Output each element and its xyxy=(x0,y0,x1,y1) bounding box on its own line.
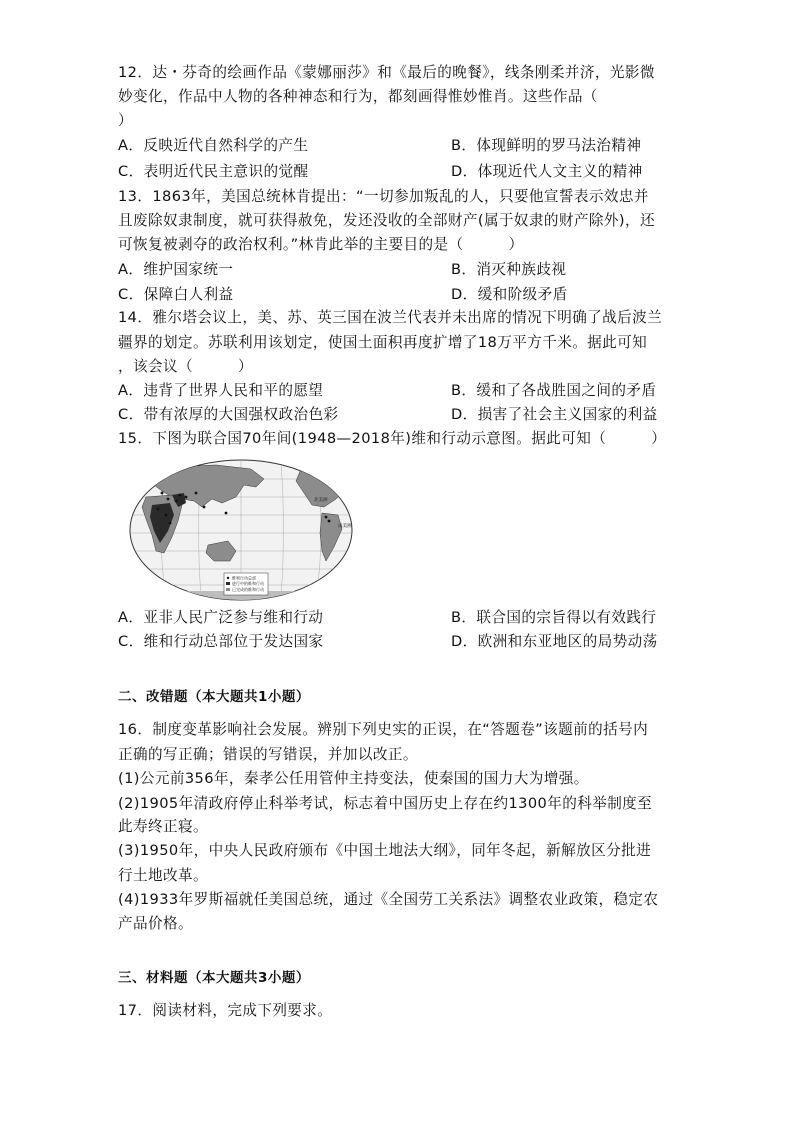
q17-stem-line1: 17．阅读材料，完成下列要求。 xyxy=(118,1002,333,1019)
q12-option-a: A．反映近代自然科学的产生 xyxy=(118,137,309,154)
q12-stem-line3: ） xyxy=(118,112,133,129)
q16-stem-line2: 正确的写正确；错误的写错误，并加以改正。 xyxy=(118,746,418,763)
q14-option-d: D．损害了社会主义国家的利益 xyxy=(451,406,658,423)
section-2-heading: 二、改错题（本大题共1小题） xyxy=(118,689,310,705)
q13-stem-line1: 13．1863年，美国总统林肯提出：“一切参加叛乱的人，只要他宣誓表示效忠并 xyxy=(118,188,649,205)
q14-option-b: B．缓和了各战胜国之间的矛盾 xyxy=(451,382,657,399)
q16-item-4-line1: (4)1933年罗斯福就任美国总统，通过《全国劳工关系法》调整农业政策，稳定农 xyxy=(118,891,659,908)
q15-stem-line1: 15．下图为联合国70年间(1948—2018年)维和行动示意图。据此可知（ ） xyxy=(118,430,667,447)
legend-completed-label: 已完成的维和行动 xyxy=(232,587,264,592)
q16-item-1: (1)公元前356年，秦孝公任用管仲主持变法，使秦国的国力大为增强。 xyxy=(118,770,589,787)
legend-ongoing-label: 进行中的维和行动 xyxy=(232,581,264,586)
q14-stem-line1: 14．雅尔塔会议上，美、苏、英三国在波兰代表并未出席的情况下明确了战后波兰 xyxy=(118,309,663,326)
q16-item-3-line1: (3)1950年，中央人民政府颁布《中国土地法大纲》，同年冬起，新解放区分批进 xyxy=(118,842,652,859)
q13-option-c: C．保障白人利益 xyxy=(118,286,234,303)
q14-option-c: C．带有浓厚的大国强权政治色彩 xyxy=(118,406,339,423)
map-label-south-america: 南美洲 xyxy=(338,524,352,529)
q12-stem-line2: 妙变化，作品中人物的各种神态和行为，都刻画得惟妙惟肖。这些作品（ xyxy=(118,88,598,105)
q13-option-b: B．消灭种族歧视 xyxy=(451,261,567,278)
q16-item-4-line2: 产品价格。 xyxy=(118,915,193,932)
q13-stem-line2: 且废除奴隶制度，就可获得赦免，发还没收的全部财产(属于奴隶的财产除外)，还 xyxy=(118,212,655,229)
q15-option-c: C．维和行动总部位于发达国家 xyxy=(118,633,324,650)
q12-stem-line1: 12．达・芬奇的绘画作品《蒙娜丽莎》和《最后的晚餐》，线条刚柔并济，光影微 xyxy=(118,64,655,81)
q13-stem-line3: 可恢复被剥夺的政治权利。”林肯此举的主要目的是（ ） xyxy=(118,236,524,253)
q16-item-3-line2: 行土地改革。 xyxy=(118,867,208,884)
q13-option-a: A．维护国家统一 xyxy=(118,261,234,278)
legend-hq-marker xyxy=(227,577,229,579)
q16-item-2-line1: (2)1905年清政府停止科举考试，标志着中国历史上存在约1300年的科举制度至 xyxy=(118,795,653,812)
peacekeeping-world-map xyxy=(126,457,356,603)
map-legend xyxy=(224,573,268,595)
legend-completed-swatch xyxy=(226,588,230,591)
legend-ongoing-swatch xyxy=(226,582,230,585)
q14-stem-line3: ，该会议（ ） xyxy=(118,358,253,375)
q16-item-2-line2: 此寿终正寝。 xyxy=(118,818,208,835)
q15-option-b: B．联合国的宗旨得以有效践行 xyxy=(451,609,657,626)
q16-stem-line1: 16．制度变革影响社会发展。辨别下列史实的正误，在“答题卷”该题前的括号内 xyxy=(118,721,649,738)
map-label-north-america: 北美洲 xyxy=(314,498,328,503)
q14-stem-line2: 疆界的划定。苏联利用该划定，使国土面积再度扩增了18万平方千米。据此可知 xyxy=(118,334,648,351)
q12-option-d: D．体现近代人文主义的精神 xyxy=(451,163,643,180)
q14-option-a: A．违背了世界人民和平的愿望 xyxy=(118,382,324,399)
q15-option-a: A．亚非人民广泛参与维和行动 xyxy=(118,609,324,626)
q12-option-c: C．表明近代民主意识的觉醒 xyxy=(118,163,309,180)
q15-option-d: D．欧洲和东亚地区的局势动荡 xyxy=(451,633,658,650)
q13-option-d: D．缓和阶级矛盾 xyxy=(451,286,568,303)
section-3-heading: 三、材料题（本大题共3小题） xyxy=(118,970,310,986)
q12-option-b: B．体现鲜明的罗马法治精神 xyxy=(451,137,642,154)
legend-hq-label: 维和行动总部 xyxy=(232,575,256,581)
